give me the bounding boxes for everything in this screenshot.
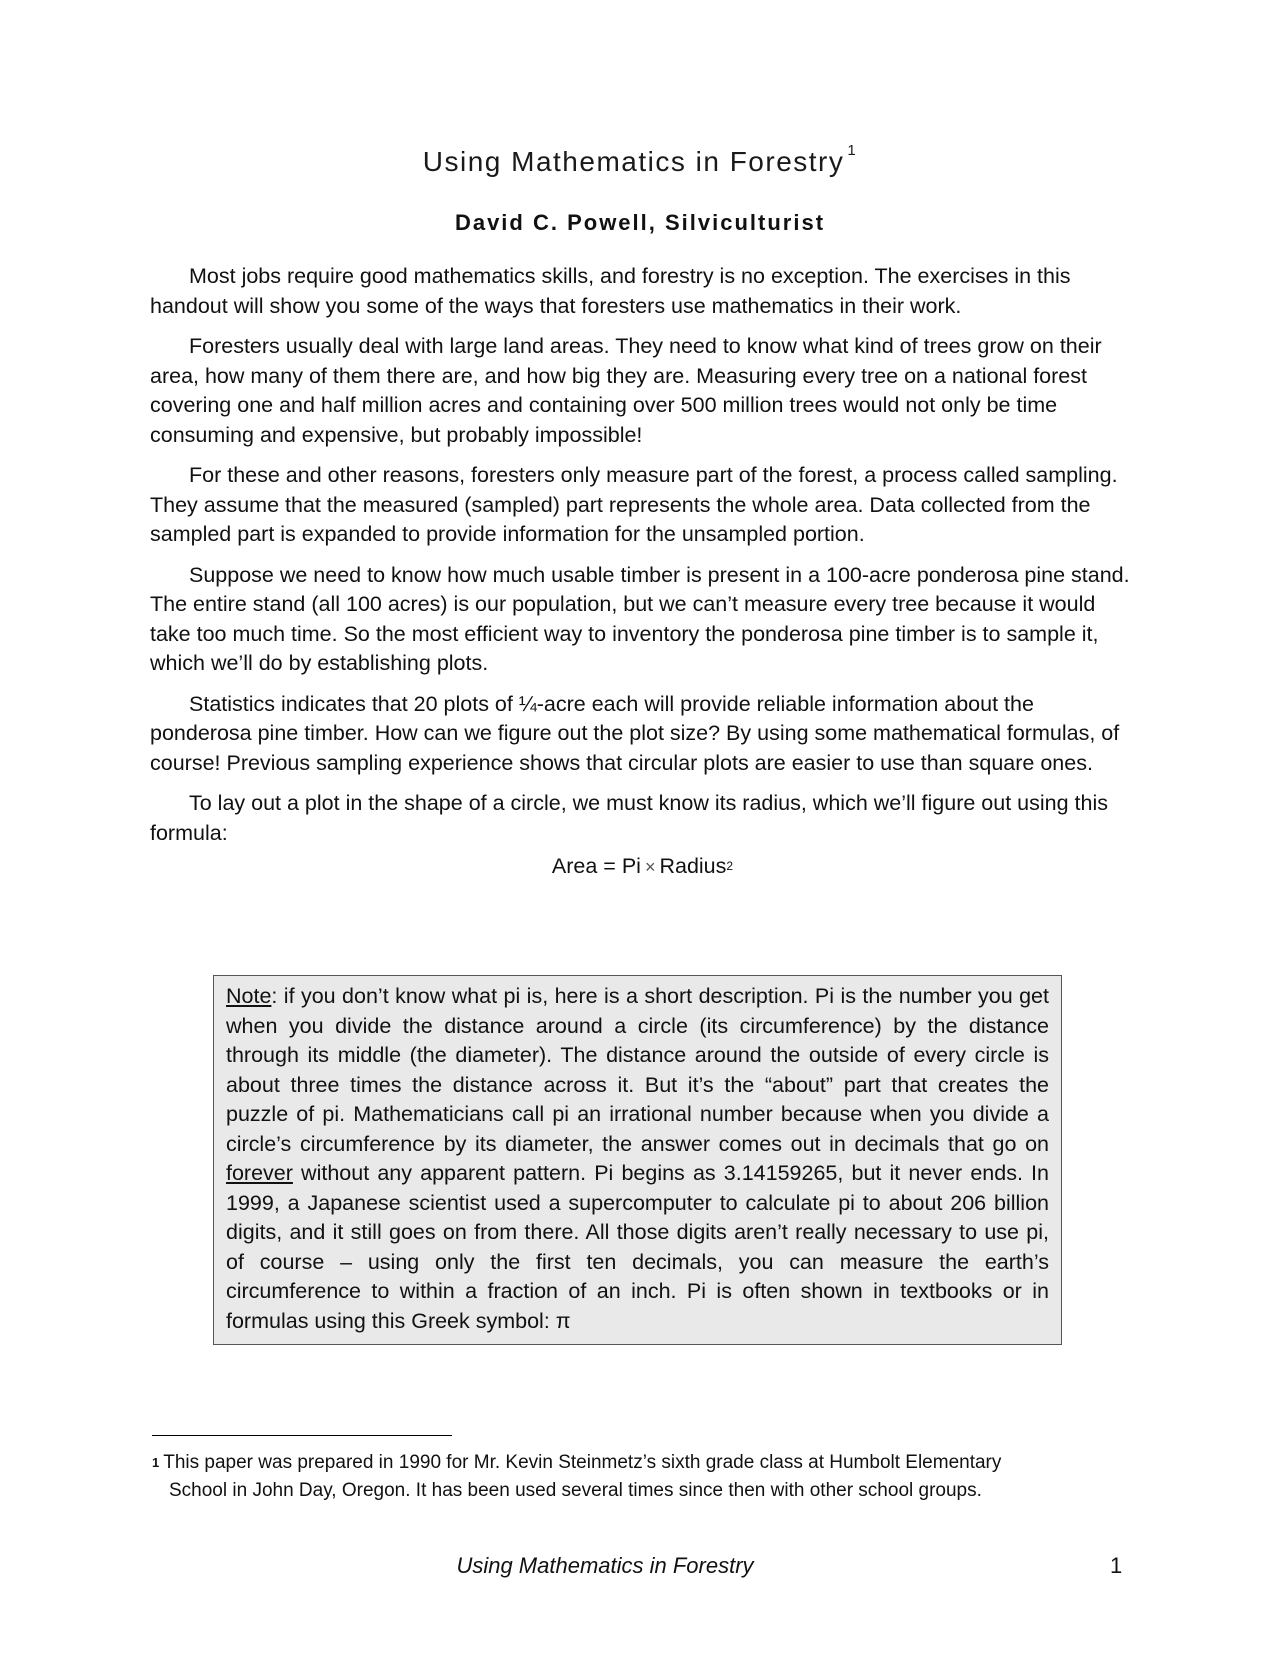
note-label: Note: [226, 984, 272, 1008]
paragraph: Most jobs require good mathematics skills, and forestry is no exception. The exercises in this handout will show you some of the ways that foresters use mathematics in their work.: [150, 264, 1071, 318]
footnote-divider: [152, 1435, 452, 1436]
note-emphasis: forever: [226, 1161, 293, 1185]
paragraph: Suppose we need to know how much usable timber is present in a 100-acre ponderosa pine stand. The entire stand (all 100 acres) is our population, but we can’t measure every tree because it would take too much time. So the most efficient way to inventory the ponderosa pine timber is to sample it, which we’ll do by establishing plots.: [150, 562, 1130, 675]
note-text-2: without any apparent pattern. Pi begins as 3.14159265, but it never ends. In 1999, a Japanese scientist used a supercomputer to calculate pi to about 206 billion digits, and it still goes on from there. All those digits aren’t really necessary to use pi, of course – using only the first ten decimals, you can measure the earth’s circumference to within a fraction of an inch. Pi is often shown in textbooks or in formulas using this Greek symbol: π: [226, 1161, 1049, 1333]
body-text: [150, 262, 1135, 883]
footnote-mark: 1: [152, 1455, 160, 1470]
page-number: 1: [1110, 1553, 1123, 1578]
author-line: David C. Powell, Silviculturist: [454, 210, 826, 235]
title-text: Using Mathematics in Forestry: [422, 146, 845, 177]
paragraph: For these and other reasons, foresters only measure part of the forest, a process called sampling. They assume that the measured (sampled) part represents the whole area. Data collected from the sampled part is expanded to provide information for the unsampled portion.: [150, 463, 1118, 546]
pi-note-box: [213, 975, 1062, 1345]
formula-exponent: 2: [726, 859, 734, 873]
running-footer-title: Using Mathematics in Forestry: [456, 1553, 754, 1578]
title-footnote-mark: 1: [847, 142, 858, 159]
formula-left: Area = Pi: [551, 854, 641, 878]
formula-right: Radius: [659, 854, 727, 878]
paragraph: To lay out a plot in the shape of a circle, we must know its radius, which we’ll figure out using this formula:: [150, 791, 1108, 845]
document-title: [0, 142, 1280, 178]
paragraph: Foresters usually deal with large land areas. They need to know what kind of trees grow on their area, how many of them there are, and how big they are. Measuring every tree on a national forest covering one and half million acres and containing over 500 million trees would not only be time consuming and expensive, but probably impossible!: [150, 334, 1102, 447]
footnote-line-1: This paper was prepared in 1990 for Mr. Kevin Steinmetz’s sixth grade class at Humbolt Elementary: [163, 1452, 1002, 1473]
note-text-1: : if you don’t know what pi is, here is a short description. Pi is the number you get when you divide the distance around a circle (its circumference) by the distance through its middle (the diameter). The distance around the outside of every circle is about three times the distance across it. But it’s the “about” part that creates the puzzle of pi. Mathematicians call pi an irrational number because when you divide a circle’s circumference by its diameter, the answer comes out in decimals that go on: [226, 984, 1049, 1156]
paragraph: Statistics indicates that 20 plots of ¼-acre each will provide reliable information about the ponderosa pine timber. How can we figure out the plot size? By using some mathematical formulas, of course! Previous sampling experience shows that circular plots are easier to use than square ones.: [150, 691, 1120, 775]
area-formula: [150, 852, 1135, 883]
footnote: [152, 1449, 1102, 1505]
formula-operator: ×: [644, 857, 656, 877]
footnote-line-2: School in John Day, Oregon. It has been used several times since then with other school groups.: [169, 1480, 982, 1501]
